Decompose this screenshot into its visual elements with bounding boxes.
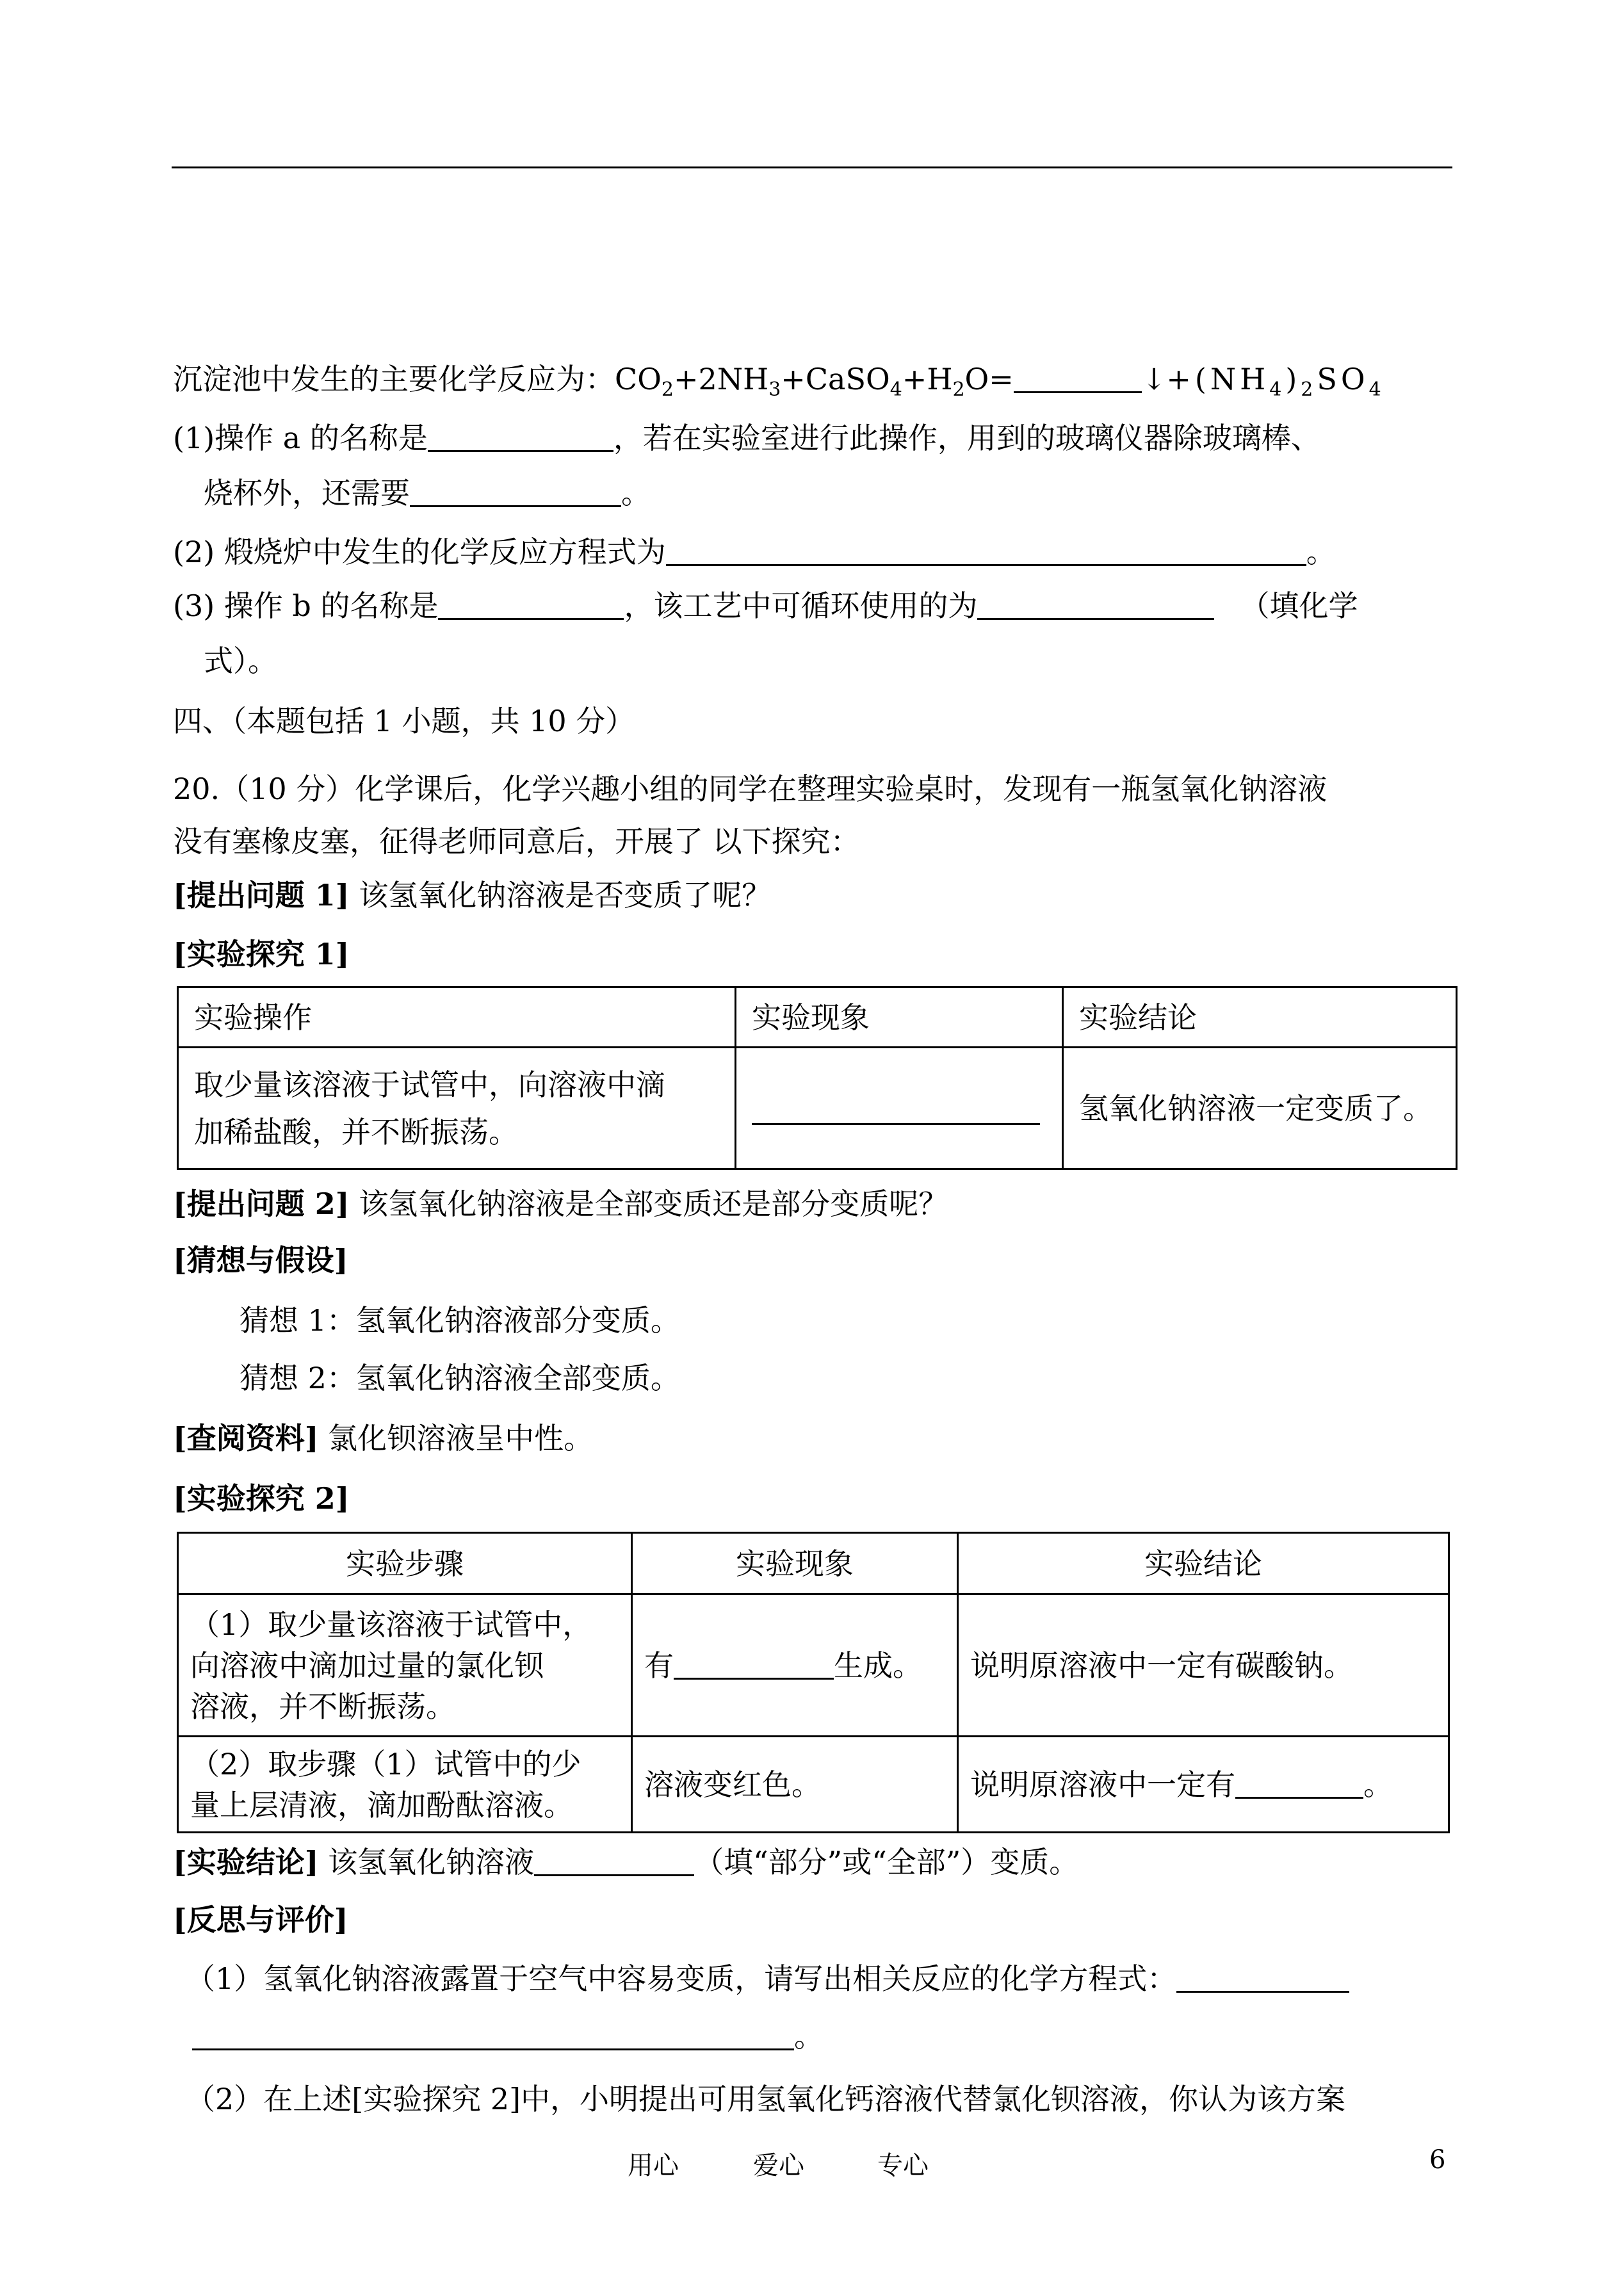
operation-cell: 取少量该溶液于试管中，向溶液中滴 加稀盐酸，并不断振荡。: [178, 1048, 736, 1169]
table-row: [178, 1737, 1449, 1833]
table-header-cell: 实验操作: [178, 987, 736, 1048]
experiment-2-table: [177, 1532, 1450, 1833]
blank-substance[interactable]: [1235, 1769, 1363, 1799]
question-1-line-2: 烧杯外，还需要 。: [204, 476, 651, 510]
reaction-equation: $CO_2+2NH_3+CaSO_4+H_2O=$: [615, 362, 1014, 401]
table-header-cell: 实验结论: [1063, 987, 1457, 1048]
question-2-line: (2) 煅烧炉中发生的化学反应方程式为 。: [173, 535, 1336, 569]
table-header-cell: 实验结论: [958, 1533, 1449, 1594]
table-header-row: [178, 987, 1457, 1048]
question-3-line-2: 式）。: [204, 644, 277, 678]
reflection-2-line: （2）在上述[实验探究 2]中，小明提出可用氢氧化钙溶液代替氯化钡溶液，你认为该方案: [186, 2082, 1346, 2116]
experiment-1-table: [177, 986, 1458, 1170]
reaction-line: [173, 361, 1385, 408]
blank-operation-a[interactable]: [428, 422, 613, 452]
experiment-2-label: [实验探究 2]: [173, 1481, 350, 1516]
table-header-row: [178, 1533, 1449, 1594]
down-arrow-icon: ↓: [1141, 362, 1167, 396]
blank-glassware[interactable]: [410, 477, 621, 507]
hypothesis-2: 猜想 2：氢氧化钠溶液全部变质。: [240, 1361, 680, 1395]
hypothesis-1: 猜想 1：氢氧化钠溶液部分变质。: [240, 1303, 680, 1338]
blank-calcination-equation[interactable]: [666, 536, 1306, 566]
blank-precipitate[interactable]: [1014, 363, 1142, 393]
question-20-line-1: 20.（10 分）化学课后，化学兴趣小组的同学在整理实验桌时，发现有一瓶氢氧化钠溶液: [173, 772, 1328, 806]
question-1-prompt: [提出问题 1] 该氢氧化钠溶液是否变质了呢？: [173, 878, 772, 912]
footer-text-2: 爱心: [753, 2151, 804, 2180]
conclusion-cell: 氢氧化钠溶液一定变质了。: [1063, 1048, 1457, 1169]
table-header-cell: 实验步骤: [178, 1533, 632, 1594]
question-20-line-2: 没有塞橡皮塞，征得老师同意后，开展了 以下探究：: [173, 824, 860, 859]
phenomenon-cell: 有 生成。: [632, 1594, 958, 1737]
blank-equation-part-1[interactable]: [1176, 1963, 1349, 1993]
step-cell: （2）取步骤（1）试管中的少 量上层清液，滴加酚酞溶液。: [178, 1737, 632, 1833]
question-3-line-1: (3) 操作 b 的名称是 ，该工艺中可循环使用的为 （填化学: [173, 588, 1358, 623]
page-number: 6: [1429, 2145, 1446, 2175]
experiment-1-label: [实验探究 1]: [173, 937, 350, 971]
reflection-1-line-1: （1）氢氧化钠溶液露置于空气中容易变质，请写出相关反应的化学方程式：: [186, 1961, 1349, 1997]
table-row: [178, 1594, 1449, 1737]
blank-operation-b[interactable]: [438, 590, 624, 620]
reaction-product: $+(NH_4)_2SO_4$: [1166, 362, 1385, 401]
footer-text-1: 用心: [628, 2151, 679, 2180]
reaction-intro: 沉淀池中发生的主要化学反应为：: [173, 362, 615, 396]
blank-partial-or-full[interactable]: [534, 1846, 694, 1876]
reflection-1-line-2: 。: [192, 2018, 824, 2054]
blank-precipitate-color[interactable]: [674, 1650, 834, 1680]
footer-text-3: 专心: [877, 2151, 929, 2180]
question-2-prompt: [提出问题 2] 该氢氧化钠溶液是全部变质还是部分变质呢？: [173, 1187, 948, 1221]
hypothesis-label: [猜想与假设]: [173, 1243, 348, 1277]
blank-phenomenon-1[interactable]: [752, 1091, 1040, 1125]
phenomenon-cell: [736, 1048, 1063, 1169]
question-1-line-1: (1)操作 a 的名称是 ，若在实验室进行此操作，用到的玻璃仪器除玻璃棒、: [173, 421, 1320, 455]
experiment-conclusion: [实验结论] 该氢氧化钠溶液 （填“部分”或“全部”）变质。: [173, 1845, 1079, 1879]
conclusion-cell: 说明原溶液中一定有碳酸钠。: [958, 1594, 1449, 1737]
header-rule: [172, 166, 1452, 168]
reflection-label: [反思与评价]: [173, 1902, 348, 1937]
phenomenon-cell: 溶液变红色。: [632, 1737, 958, 1833]
table-row: [178, 1048, 1457, 1169]
table-header-cell: 实验现象: [632, 1533, 958, 1594]
conclusion-cell: 说明原溶液中一定有 。: [958, 1737, 1449, 1833]
table-header-cell: 实验现象: [736, 987, 1063, 1048]
step-cell: （1）取少量该溶液于试管中， 向溶液中滴加过量的氯化钡 溶液，并不断振荡。: [178, 1594, 632, 1737]
section-heading: 四、（本题包括 1 小题，共 10 分）: [173, 704, 635, 738]
blank-recycled-substance[interactable]: [977, 590, 1214, 620]
blank-equation-part-2[interactable]: [192, 2020, 794, 2050]
reference-line: [查阅资料] 氯化钡溶液呈中性。: [173, 1421, 594, 1456]
